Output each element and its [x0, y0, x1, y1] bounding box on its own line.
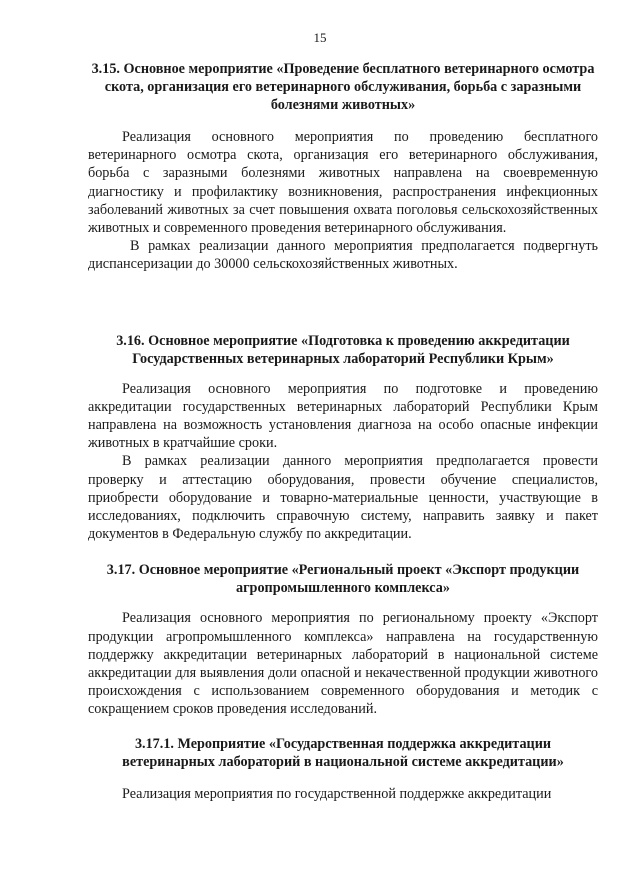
section-3-17-1: [88, 735, 598, 803]
paragraph: В рамках реализации данного мероприятия предполагается подвергнуть диспансеризации до 30000 сельскохозяйственных животных.: [88, 238, 598, 273]
paragraph: Реализация основного мероприятия по региональному проекту «Экспорт продукции агропромышленного комплекса» направлена на государственную поддержку аккредитации ветеринарных лабораторий в национальной системе аккредитации для выявления доли опасной и некачественной продукции животного происхождения с использованием современного оборудования и методик с сокращением сроков проведения исследований.: [88, 610, 598, 718]
section-heading: 3.16. Основное мероприятие «Подготовка к проведению аккредитации Государственных ветеринарных лабораторий Республики Крым»: [116, 332, 570, 367]
paragraph: Реализация основного мероприятия по подготовке и проведению аккредитации государственных ветеринарных лабораторий Республики Крым направлена на возможность установления диагноза на особо опасные инфекции животных в кратчайшие сроки.: [88, 380, 598, 452]
page-number: 15: [313, 30, 327, 45]
section-3-15: [88, 60, 598, 274]
paragraph: В рамках реализации данного мероприятия предполагается провести проверку и аттестацию оборудования, провести обучение специалистов, приобрести оборудование и товарно-материальные ценности, участвующие в исследованиях, подключить справочную систему, направить заявку и пакет документов в Федеральную службу по аккредитации.: [88, 453, 598, 543]
paragraph: Реализация мероприятия по государственной поддержке аккредитации: [122, 785, 552, 802]
section-heading: 3.17.1. Мероприятие «Государственная поддержка аккредитации ветеринарных лабораторий в национальной системе аккредитации»: [122, 735, 564, 770]
section-3-16: [88, 332, 598, 544]
document-body: [88, 60, 598, 803]
section-3-17: [88, 561, 598, 718]
section-heading: 3.15. Основное мероприятие «Проведение бесплатного ветеринарного осмотра скота, организация его ветеринарного обслуживания, борьба с заразными болезнями животных»: [91, 61, 595, 113]
section-heading: 3.17. Основное мероприятие «Региональный проект «Экспорт продукции агропромышленного комплекса»: [106, 562, 580, 597]
paragraph: Реализация основного мероприятия по проведению бесплатного ветеринарного осмотра скота, организация его ветеринарного обслуживания, борьба с заразными болезнями животных направлена на своевременную диагностику и профилактику возникновения, распространения инфекционных заболеваний животных за счет повышения охвата поголовья сельскохозяйственных животных и современного проведения ветеринарного обслуживания.: [88, 129, 598, 237]
